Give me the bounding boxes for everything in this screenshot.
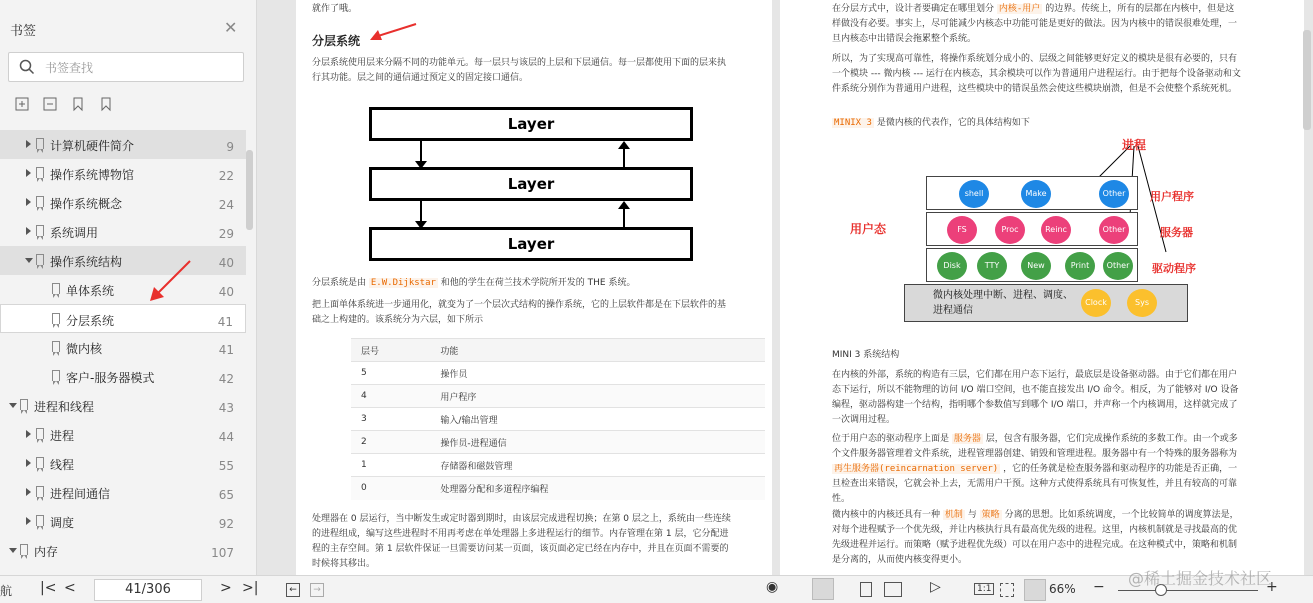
single-page-icon[interactable]	[860, 582, 872, 597]
diagram-row-user: shell Make Other	[926, 176, 1138, 210]
paragraph: 在分层方式中，设计者要确定在哪里划分 内核-用户 的边界。传统上，所有的层都在内核中，但是这样做没有必要。事实上，尽可能减少内核态中功能可能是更好的做法。因为内核中的错误很难处理，一旦内核态中出错误会拖累整个系统。	[832, 4, 1238, 44]
bookmark-item[interactable]: 计算机硬件简介 9	[0, 130, 246, 159]
document-scrollbar[interactable]	[1303, 30, 1311, 130]
close-icon[interactable]: ✕	[224, 18, 238, 37]
nav-label: 航	[0, 584, 13, 598]
fit-page-icon[interactable]	[1000, 583, 1014, 597]
minix-diagram	[850, 132, 1240, 332]
zoom-in-icon[interactable]: +	[1266, 579, 1278, 595]
bookmark-item[interactable]: 单体系统 40	[0, 275, 246, 304]
fit-width-icon[interactable]	[1024, 579, 1046, 601]
bookmark-item[interactable]: 操作系统概念 24	[0, 188, 246, 217]
layer-box: Layer	[369, 167, 693, 201]
paragraph: 就作了哦。	[312, 4, 358, 14]
paragraph: 处理器在 0 层运行，当中断发生或定时器到期时，由该层完成进程切换；在第 0 层之上，系统由一些连续的进程组成，编写这些进程时不用再考虑在单处理器上多进程运行的细节。内存管理在第 1 层，它分配进程的主存空间。第 1 层软件保证一旦需要访问某一页面，该页面必定已经在内存中，并且在页面不需要的时候将其移出。	[312, 514, 731, 569]
section-heading: 分层系统	[312, 34, 361, 48]
next-page-icon[interactable]: >	[220, 580, 232, 596]
collapse-all-icon[interactable]	[42, 96, 58, 112]
paragraph: 微内核中的内核还具有一种 机制 与 策略 分离的思想。比如系统调度，一个比较简单的调度算法是，对每个进程赋予一个优先级，并让内核执行具有最高优先级的进程。这里，内核机制就是寻找最高的优先级进程并运行。而策略（赋予进程优先级）可以在用户态中的进程完成。在这种模式中，策略和机制是分离的，从而使内核变得更小。	[832, 510, 1239, 565]
diagram-row-server: FS Proc Reinc Other	[926, 212, 1138, 246]
expand-all-icon[interactable]	[14, 96, 30, 112]
bottom-toolbar	[0, 575, 1313, 603]
diagram-label: 进程	[1122, 138, 1147, 152]
zoom-out-icon[interactable]: −	[1093, 579, 1105, 595]
layer-table: 层号 功能 5 操作员 4 用户程序 3 输入/输出管理 2 操作员-进程通信 1 存储器和磁鼓管理 0 处理器分配和多道程序编程	[351, 338, 765, 500]
paragraph: MINIX 3 是微内核的代表作，它的具体结构如下	[834, 118, 1030, 128]
layer-box: Layer	[369, 107, 693, 141]
diagram-label: 服务器	[1160, 226, 1193, 239]
diagram-label: 用户程序	[1150, 190, 1194, 203]
play-icon[interactable]: ▷	[930, 579, 941, 595]
layer-box: Layer	[369, 227, 693, 261]
bookmark-item[interactable]: 进程 44	[0, 420, 246, 449]
paragraph: 把上面单体系统进一步通用化，就变为了一个层次式结构的操作系统，它的上层软件都是在下层软件的基础之上构建的。该系统分为六层，如下所示	[312, 300, 727, 325]
zoom-level[interactable]: 66%	[1049, 582, 1076, 596]
paragraph: 所以，为了实现高可靠性，将操作系统划分成小的、层级之间能够更好定义的模块是很有必要的，只有一个模块 --- 微内核 --- 运行在内核态，其余模块可以作为普通用户进程运行。由于把每个设备驱动和文件系统分别作为普通用户进程，这些模块中的错误虽然会使这些模块崩溃，但是不会使整个系统死机。	[832, 54, 1241, 94]
bookmark-item[interactable]: 客户-服务器模式 42	[0, 362, 246, 391]
bookmark-icon[interactable]	[98, 96, 114, 112]
bookmark-tree	[0, 128, 246, 575]
diagram-label: 驱动程序	[1152, 262, 1196, 275]
bookmark-item[interactable]: 操作系统结构 40	[0, 246, 246, 275]
annotation-arrow-icon	[140, 255, 200, 305]
eye-icon[interactable]: ◉	[766, 579, 779, 595]
bookmark-item[interactable]: 内存 107	[0, 536, 246, 565]
diagram-row-driver: Disk TTY New Print Other	[926, 248, 1138, 282]
paragraph: 分层系统是由 E.W.Dijkstar 和他的学生在荷兰技术学院所开发的 THE 系统。	[312, 278, 636, 288]
page-42	[780, 0, 1304, 575]
bookmark-item[interactable]: 进程间通信 65	[0, 478, 246, 507]
sidebar-scrollbar[interactable]	[246, 150, 253, 230]
bookmark-item[interactable]: 线程 55	[0, 449, 246, 478]
first-page-icon[interactable]: |<	[40, 580, 57, 596]
page-number-input[interactable]: 41/306	[94, 579, 202, 601]
double-page-icon[interactable]	[884, 582, 902, 597]
diagram-kernel: 微内核处理中断、进程、调度、进程通信 Clock Sys	[904, 284, 1188, 322]
page-41	[296, 0, 772, 575]
bookmark-search	[8, 52, 244, 82]
annotation-arrow-icon	[366, 20, 426, 44]
forward-icon[interactable]: →	[310, 583, 324, 597]
bookmark-item[interactable]: 系统调用 29	[0, 217, 246, 246]
bookmark-item[interactable]: 进程和线程 43	[0, 391, 246, 420]
diagram-label: 用户态	[850, 222, 887, 236]
figure-caption: MINI 3 系统结构	[832, 350, 900, 360]
bookmark-item[interactable]: 操作系统博物馆 22	[0, 159, 246, 188]
bookmark-item[interactable]: 调度 92	[0, 507, 246, 536]
prev-page-icon[interactable]: <	[64, 580, 76, 596]
last-page-icon[interactable]: >|	[242, 580, 259, 596]
actual-size-icon[interactable]: 1:1	[974, 583, 994, 595]
layer-diagram	[366, 105, 696, 267]
bookmark-sidebar	[0, 0, 257, 575]
back-icon[interactable]: ←	[286, 583, 300, 597]
add-bookmark-icon[interactable]	[70, 96, 86, 112]
bookmark-search-input[interactable]	[45, 59, 235, 77]
zoom-slider[interactable]	[1118, 590, 1258, 591]
sidebar-title: 书签	[10, 24, 37, 39]
continuous-page-icon[interactable]	[812, 578, 834, 600]
document-view[interactable]	[258, 0, 1313, 575]
bookmark-item[interactable]: 微内核 41	[0, 333, 246, 362]
paragraph: 位于用户态的驱动程序上面是 服务器 层，包含有服务器，它们完成操作系统的多数工作。由一个或多个文件服务器管理着文件系统，进程管理器创建、销毁和管理进程。服务器中有一个特殊的服务器称为 再生服务器(reincarnation server) ，它的任务就是检查服务器和驱动程序的功能是否正确，一旦检查出来错误，它就会补上去，无需用户干预。这种方式使得系统具有可恢复性，并且有较高的可靠性。	[832, 434, 1238, 504]
watermark: @稀土掘金技术社区	[1128, 569, 1273, 588]
paragraph: 分层系统使用层来分隔不同的功能单元。每一层只与该层的上层和下层通信。每一层都使用下面的层来执行其功能。层之间的通信通过预定义的固定接口通信。	[312, 58, 727, 83]
paragraph: 在内核的外部，系统的构造有三层，它们都在用户态下运行，最底层是设备驱动器。由于它们都在用户态下运行，所以不能物理的访问 I/O 端口空间，也不能直接发出 I/O 命令。相反，为了能够对 I/O 设备编程，驱动器构建一个结构，指明哪个参数值写到哪个 I/O 端口，并声称一个内核调用，这样就完成了一次调用过程。	[832, 370, 1239, 425]
search-icon	[19, 59, 35, 75]
bookmark-item-selected[interactable]: 分层系统 41	[0, 304, 246, 333]
